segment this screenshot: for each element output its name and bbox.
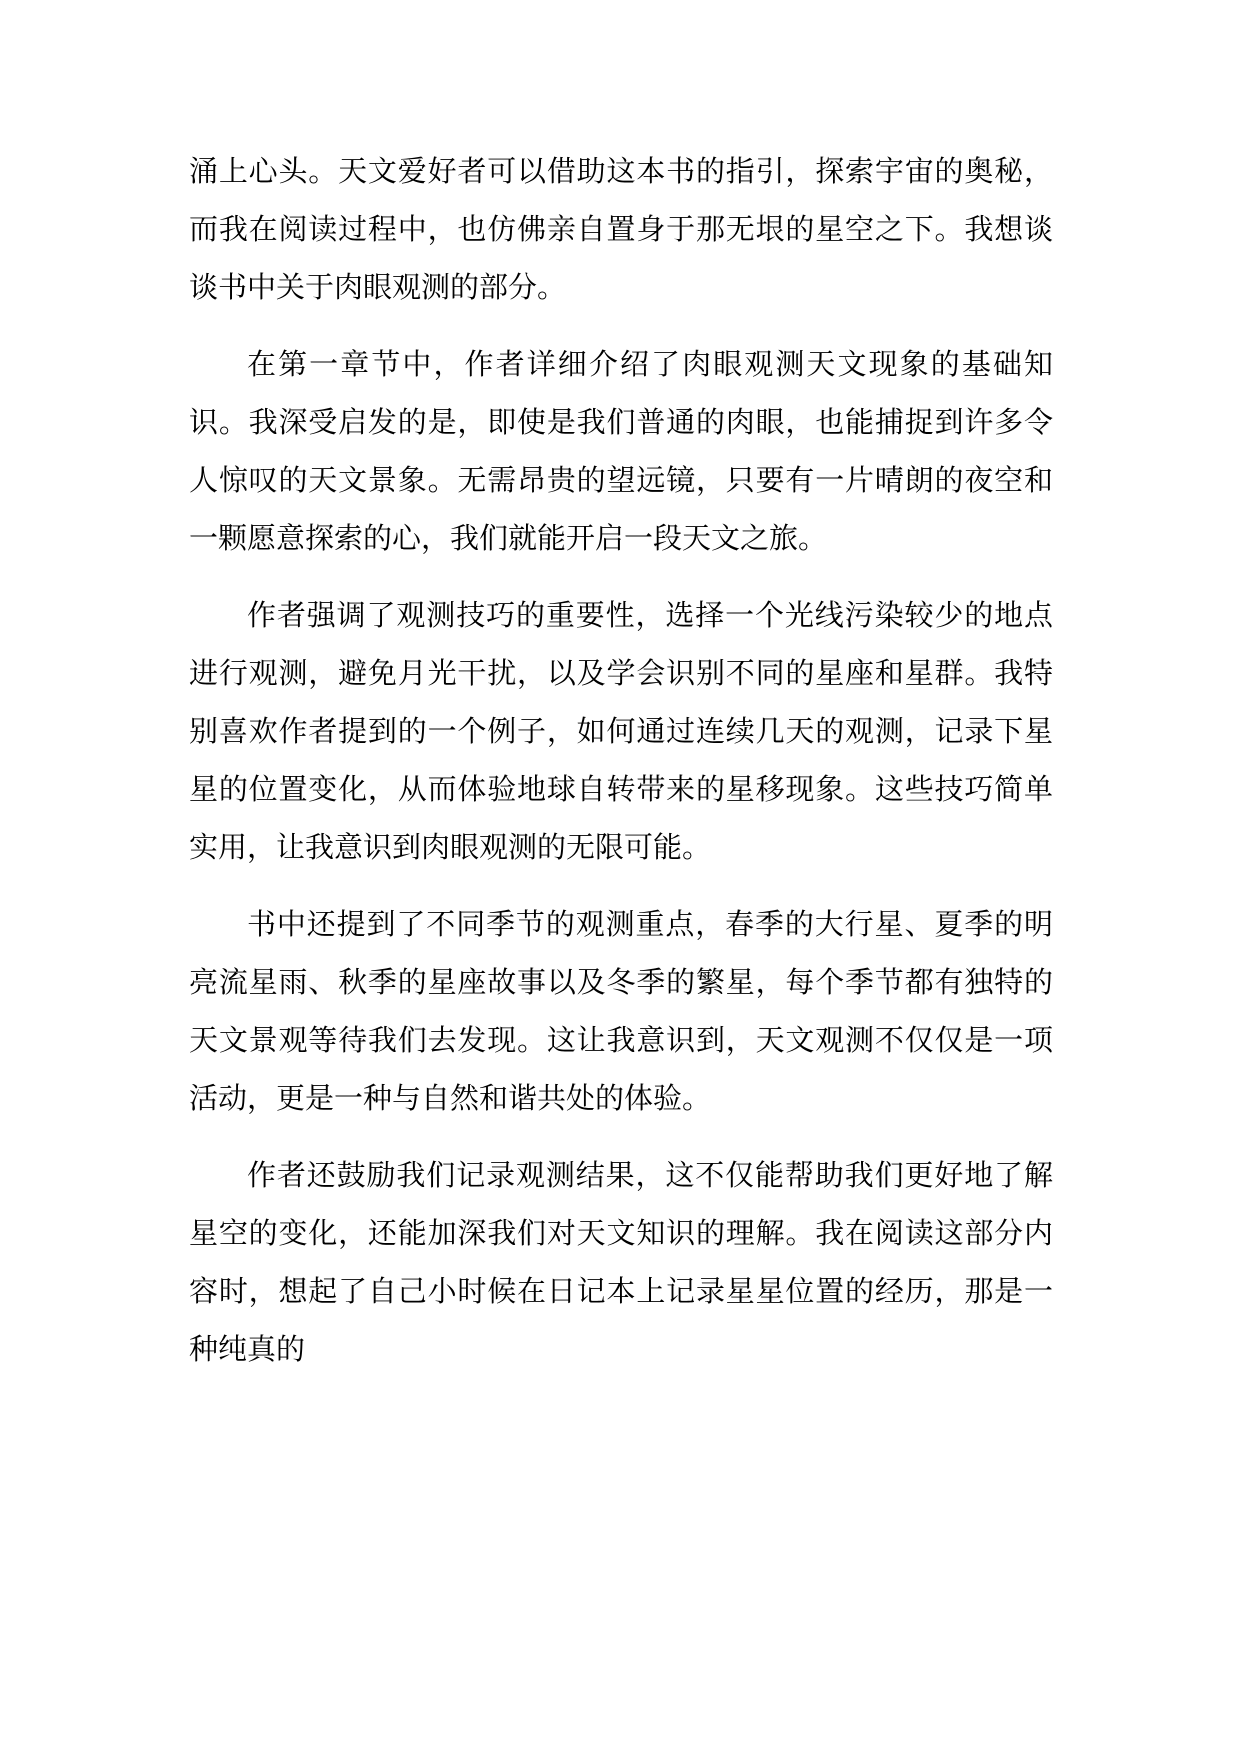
paragraph-5: 作者还鼓励我们记录观测结果，这不仅能帮助我们更好地了解星空的变化，还能加深我们对天文知识的理解。我在阅读这部分内容时，想起了自己小时候在日记本上记录星星位置的经历，那是一种纯真的 [189, 1158, 1053, 1366]
paragraph-4: 书中还提到了不同季节的观测重点，春季的大行星、夏季的明亮流星雨、秋季的星座故事以及冬季的繁星，每个季节都有独特的天文景观等待我们去发现。这让我意识到，天文观测不仅仅是一项活动，更是一种与自然和谐共处的体验。 [189, 907, 1053, 1115]
paragraph-3: 作者强调了观测技巧的重要性，选择一个光线污染较少的地点进行观测，避免月光干扰，以及学会识别不同的星座和星群。我特别喜欢作者提到的一个例子，如何通过连续几天的观测，记录下星星的位置变化，从而体验地球自转带来的星移现象。这些技巧简单实用，让我意识到肉眼观测的无限可能。 [189, 598, 1053, 864]
document-body [189, 142, 1053, 1397]
paragraph-2: 在第一章节中，作者详细介绍了肉眼观测天文现象的基础知识。我深受启发的是，即使是我们普通的肉眼，也能捕捉到许多令人惊叹的天文景象。无需昂贵的望远镜，只要有一片晴朗的夜空和一颗愿意探索的心，我们就能开启一段天文之旅。 [189, 347, 1053, 555]
paragraph-1: 涌上心头。天文爱好者可以借助这本书的指引，探索宇宙的奥秘，而我在阅读过程中，也仿佛亲自置身于那无垠的星空之下。我想谈谈书中关于肉眼观测的部分。 [189, 154, 1053, 304]
